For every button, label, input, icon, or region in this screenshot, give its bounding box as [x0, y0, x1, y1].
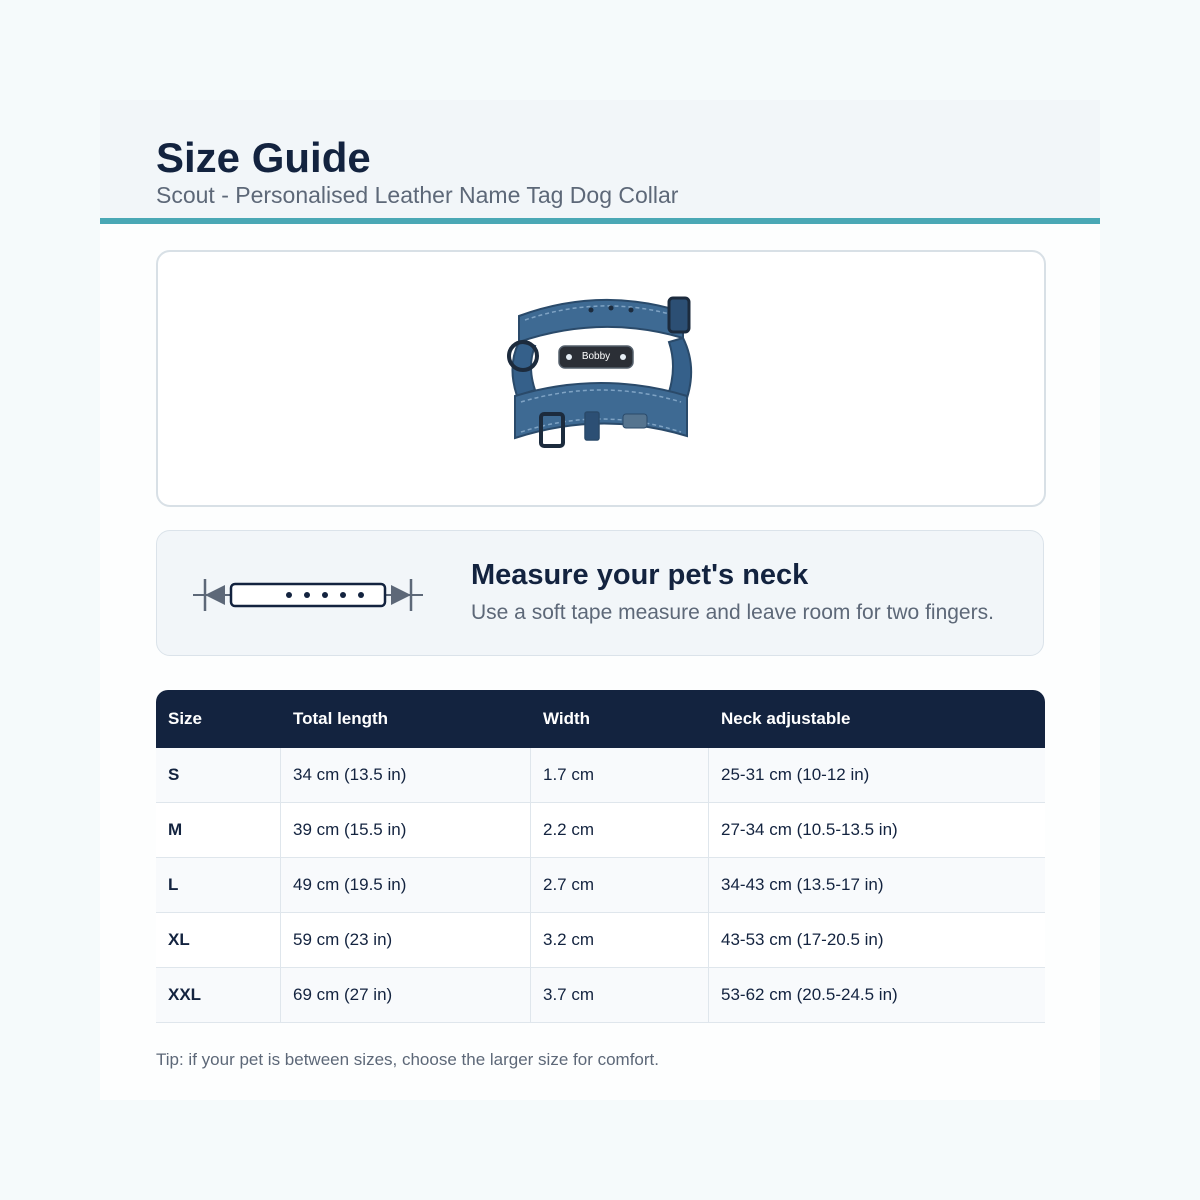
size-cell: XL [156, 913, 281, 968]
neck-adjustable-cell: 53-62 cm (20.5-24.5 in) [709, 968, 1045, 1023]
column-header-size: Size [156, 690, 281, 748]
neck-adjustable-cell: 43-53 cm (17-20.5 in) [709, 913, 1045, 968]
width-cell: 1.7 cm [531, 748, 709, 803]
sizing-tip: Tip: if your pet is between sizes, choose the larger size for comfort. [156, 1050, 659, 1069]
width-cell: 2.2 cm [531, 803, 709, 858]
column-header-neck-adjustable: Neck adjustable [709, 690, 1045, 748]
width-cell: 3.2 cm [531, 913, 709, 968]
product-name: Scout - Personalised Leather Name Tag Dog Collar [156, 182, 679, 208]
table-row [156, 913, 1045, 968]
size-cell: XXL [156, 968, 281, 1023]
product-image-panel [156, 250, 1046, 507]
dog-collar-photo [501, 286, 701, 466]
neck-adjustable-cell: 27-34 cm (10.5-13.5 in) [709, 803, 1045, 858]
table-row [156, 748, 1045, 803]
column-header-total-length: Total length [281, 690, 531, 748]
neck-adjustable-cell: 25-31 cm (10-12 in) [709, 748, 1045, 803]
table-header-row [156, 690, 1045, 748]
width-cell: 2.7 cm [531, 858, 709, 913]
total-length-cell: 59 cm (23 in) [281, 913, 531, 968]
total-length-cell: 34 cm (13.5 in) [281, 748, 531, 803]
column-header-width: Width [531, 690, 709, 748]
header [100, 100, 1100, 218]
size-table [156, 690, 1045, 1023]
header-divider [100, 218, 1100, 224]
table-row [156, 858, 1045, 913]
total-length-cell: 39 cm (15.5 in) [281, 803, 531, 858]
size-cell: S [156, 748, 281, 803]
neck-adjustable-cell: 34-43 cm (13.5-17 in) [709, 858, 1045, 913]
measure-description: Use a soft tape measure and leave room for two fingers. [471, 601, 994, 624]
total-length-cell: 69 cm (27 in) [281, 968, 531, 1023]
total-length-cell: 49 cm (19.5 in) [281, 858, 531, 913]
table-row [156, 968, 1045, 1023]
width-cell: 3.7 cm [531, 968, 709, 1023]
page-title: Size Guide [156, 134, 371, 181]
size-cell: M [156, 803, 281, 858]
size-guide-card [100, 100, 1100, 1100]
nameplate-text: Bobby [581, 351, 611, 362]
measure-instructions [156, 530, 1044, 656]
table-row [156, 803, 1045, 858]
tape-measure-icon [189, 575, 429, 615]
size-cell: L [156, 858, 281, 913]
measure-title: Measure your pet's neck [471, 559, 809, 591]
